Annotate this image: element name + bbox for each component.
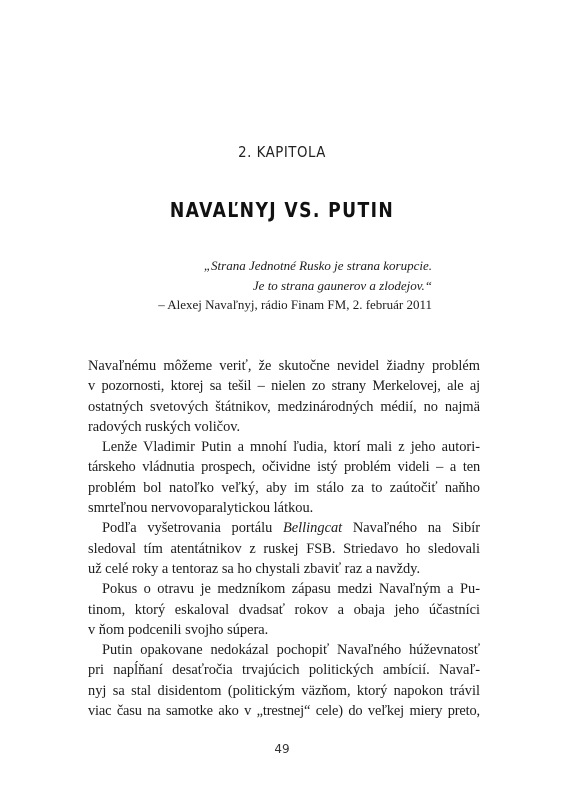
paragraph-line: už celé roky a tentoraz sa ho chystali zbaviť raz a navždy. [88,560,421,577]
chapter-label: 2. KAPITOLA [238,143,326,161]
paragraph-line: nyj sa stal disidentom (politickým väzňom, ktorý napokon trávil [88,682,480,699]
chapter-title: NAVAĽNYJ VS. PUTIN [169,198,395,222]
paragraph-line: viac času na samotke ako v „trestnej“ cele) do veľkej miery preto, [88,703,480,720]
body-text [88,356,480,721]
epigraph-quote-line: Je to strana gaunerov a zlodejov.“ [252,277,432,293]
paragraph-line: pri napĺňaní desaťročia trvajúcich politických ambícií. Navaľ- [88,662,480,679]
epigraph [140,256,432,315]
paragraph-line: Pokus o otravu je medzníkom zápasu medzi Navaľným a Pu- [102,581,480,598]
paragraph [88,579,480,640]
paragraph-line: Podľa vyšetrovania portálu Bellingcat Navaľného na Sibír [102,520,480,537]
paragraph-line: Putin opakovane nedokázal pochopiť Navaľného húževnatosť [102,642,480,659]
paragraph [88,640,480,721]
paragraph-line: problém bol natoľko veľký, aby im stálo za to zaútočiť naňho [88,479,480,496]
paragraph-line: ostatných svetových štátnikov, medzinárodných médií, no najmä [88,398,480,415]
paragraph-line: radových ruských voličov. [88,418,241,435]
paragraph-line: tinom, ktorý eskaloval dvadsať rokov a obaja jeho účastníci [88,601,480,618]
paragraph-line: sledoval tím atentátnikov z ruskej FSB. Striedavo ho sledovali [88,540,480,557]
page-number: 49 [274,742,290,756]
paragraph [88,518,480,579]
epigraph-quote-line: „Strana Jednotné Rusko je strana korupcie. [203,258,432,273]
paragraph-line: társkeho vládnutia prospech, očividne istý problém videli – a ten [88,459,480,476]
paragraph-line: v pozornosti, ktorej sa tešil – nielen zo strany Merkelovej, ale aj [88,378,480,395]
paragraph [88,356,480,437]
paragraph-line: smrteľnou nervovoparalytickou látkou. [88,500,314,517]
paragraph-line: Lenže Vladimir Putin a mnohí ľudia, ktorí mali z jeho autori- [102,439,480,456]
epigraph-source: – Alexej Navaľnyj, rádio Finam FM, 2. február 2011 [158,297,432,312]
italic-term: Bellingcat [283,520,343,537]
paragraph-line: v ňom podcenili svojho súpera. [88,621,269,638]
paragraph [88,437,480,518]
paragraph-line: Navaľnému môžeme veriť, že skutočne nevidel žiadny problém [88,358,480,374]
